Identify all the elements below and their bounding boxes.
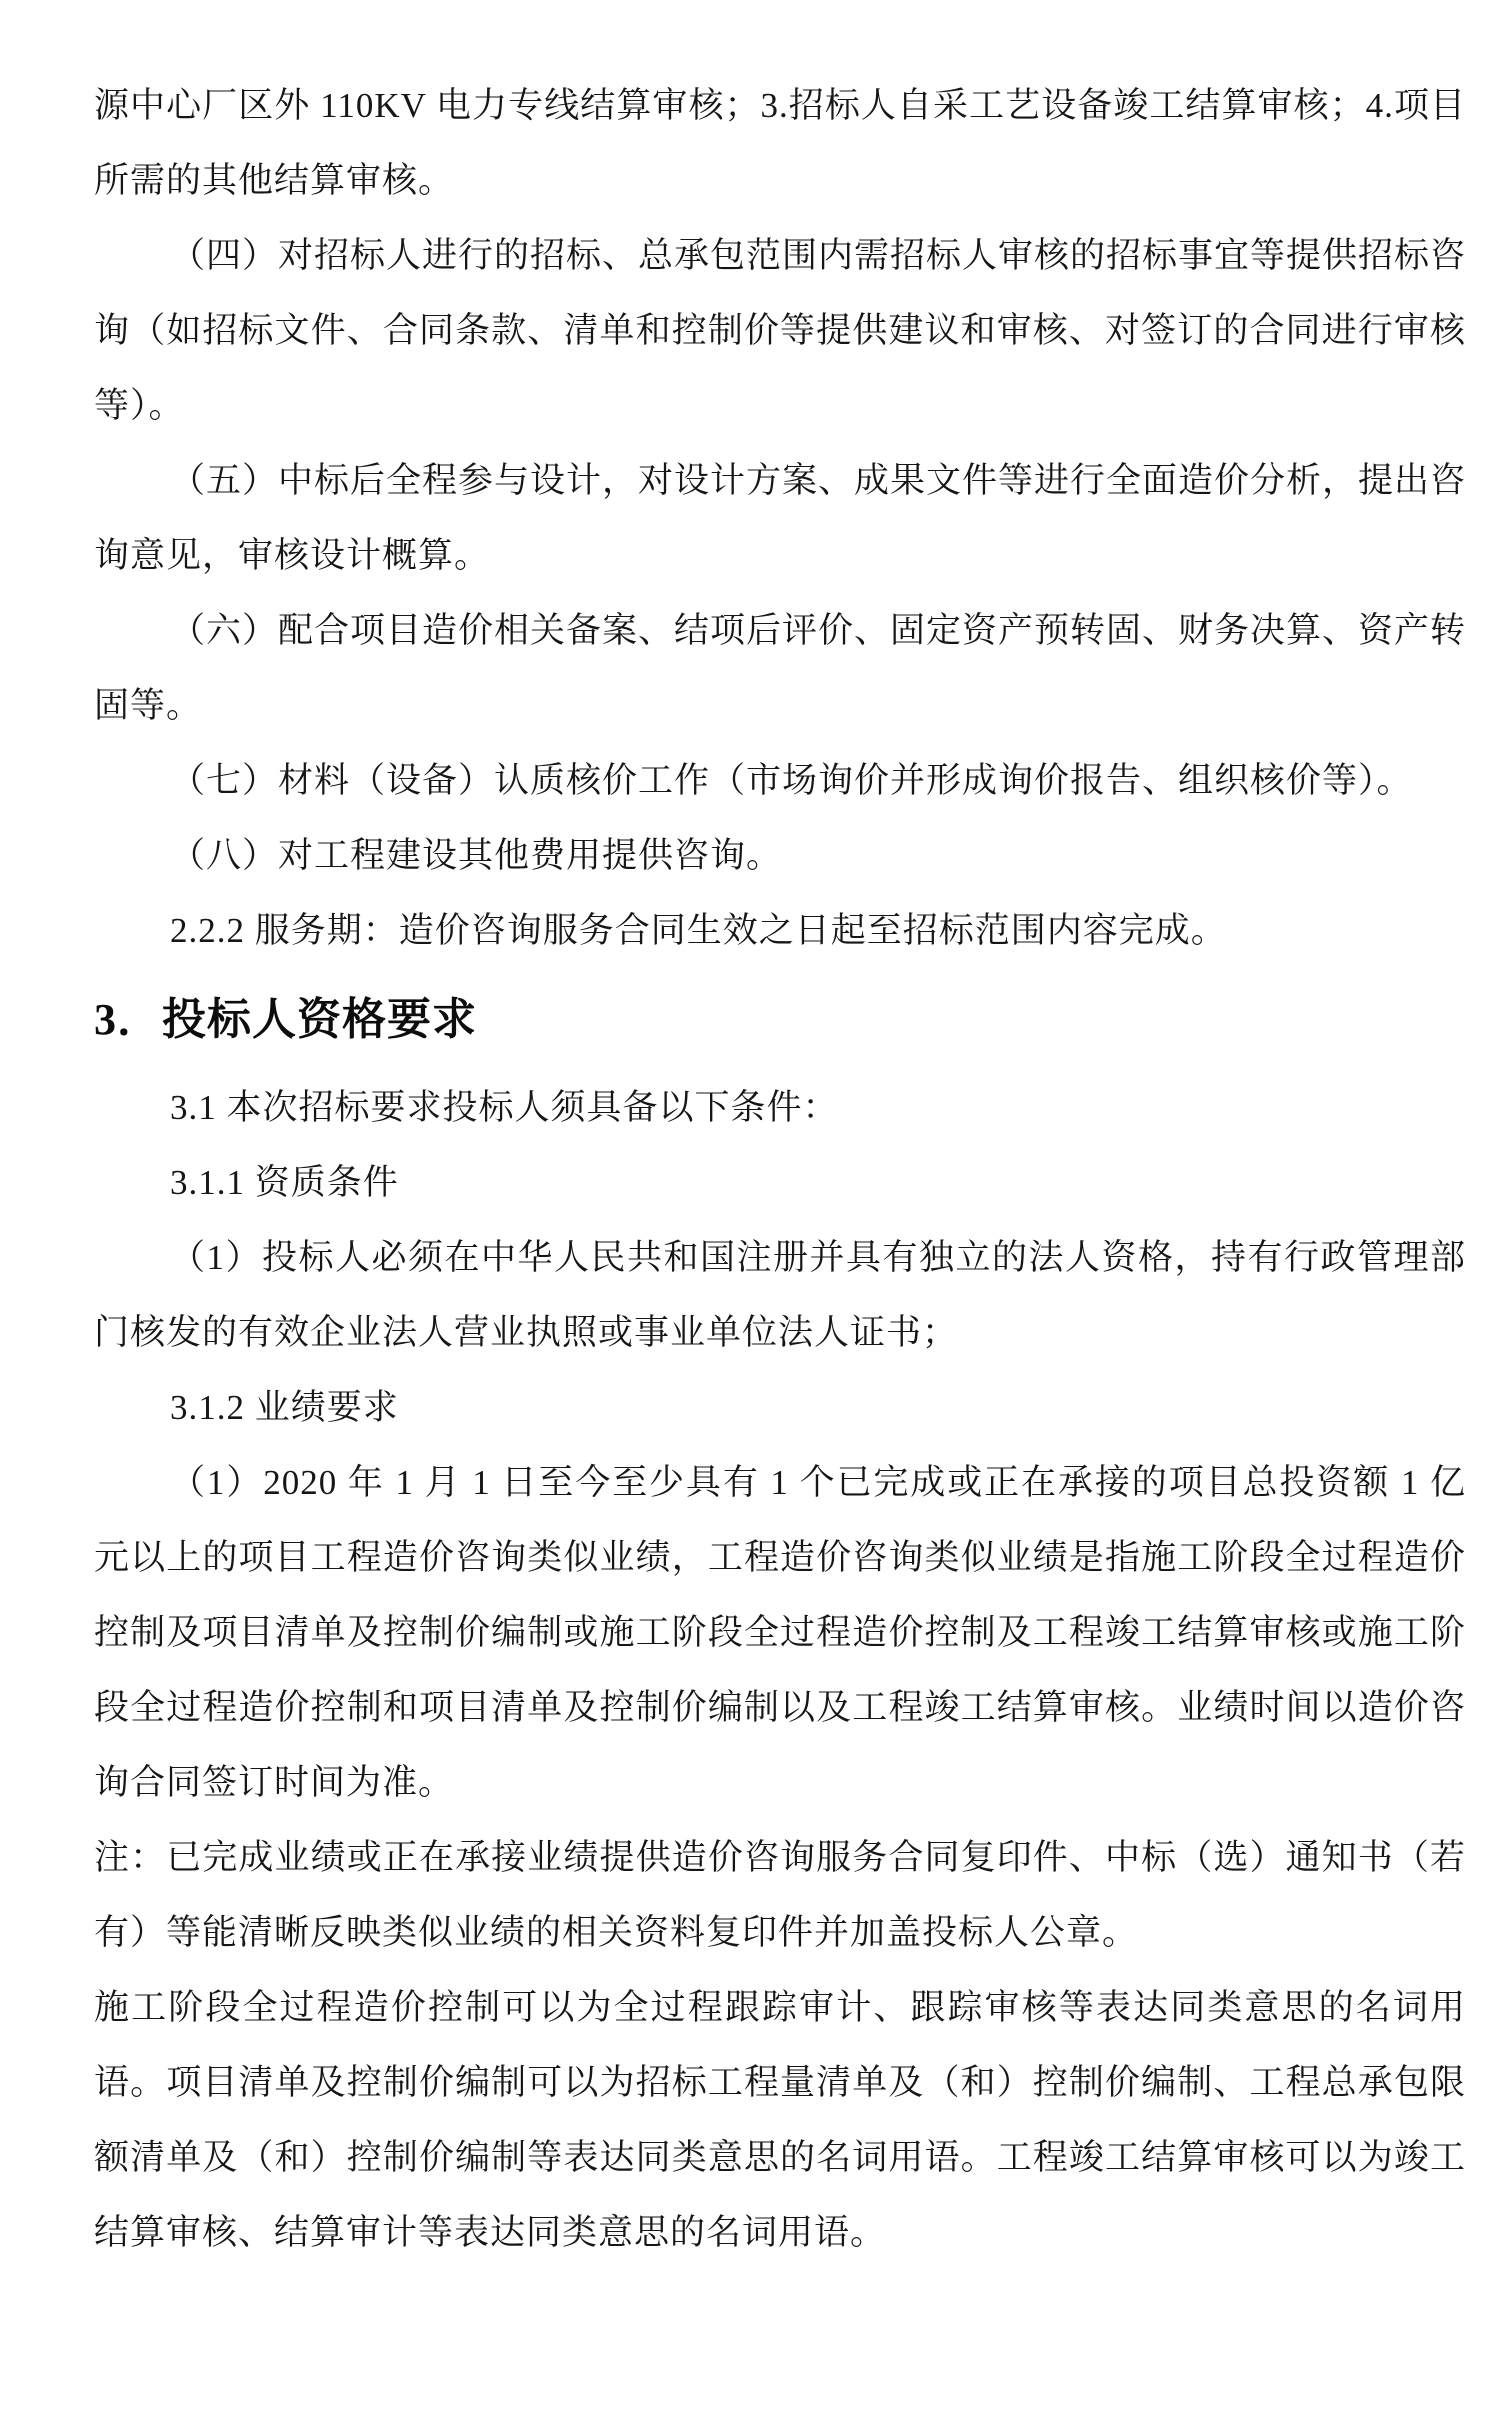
paragraph-clause-3-1-1: 3.1.1 资质条件 (170, 1163, 399, 1202)
section-heading-3: 3．投标人资格要求 (94, 995, 477, 1044)
paragraph-item-5: （五）中标后全程参与设计，对设计方案、成果文件等进行全面造价分析，提出咨询意见，审核设计概算。 (94, 461, 1467, 575)
paragraph-clause-2-2-2: 2.2.2 服务期：造价咨询服务合同生效之日起至招标范围内容完成。 (170, 911, 1227, 950)
paragraph-note: 注：已完成业绩或正在承接业绩提供造价咨询服务合同复印件、中标（选）通知书（若有）等能清晰反映类似业绩的相关资料复印件并加盖投标人公章。 (94, 1838, 1466, 1952)
paragraph-item-8: （八）对工程建设其他费用提供咨询。 (170, 836, 783, 875)
paragraph-clause-3-1: 3.1 本次招标要求投标人须具备以下条件： (170, 1088, 839, 1127)
paragraph-item-6: （六）配合项目造价相关备案、结项后评价、固定资产预转固、财务决算、资产转固等。 (94, 611, 1467, 725)
paragraph-item-7: （七）材料（设备）认质核价工作（市场询价并形成询价报告、组织核价等）。 (170, 761, 1413, 800)
paragraph-continuation: 源中心厂区外 110KV 电力专线结算审核；3.招标人自采工艺设备竣工结算审核；4.项目所需的其他结算审核。 (94, 86, 1466, 200)
paragraph-item-4: （四）对招标人进行的招标、总承包范围内需招标人审核的招标事宜等提供招标咨询（如招标文件、合同条款、清单和控制价等提供建议和审核、对签订的合同进行审核等）。 (94, 236, 1467, 425)
paragraph-terminology-note: 施工阶段全过程造价控制可以为全过程跟踪审计、跟踪审核等表达同类意思的名词用语。项目清单及控制价编制可以为招标工程量清单及（和）控制价编制、工程总承包限额清单及（和）控制价编制等表达同类意思的名词用语。工程竣工结算审核可以为竣工结算审核、结算审计等表达同类意思的名词用语。 (94, 1988, 1466, 2252)
paragraph-performance-1: （1）2020 年 1 月 1 日至今至少具有 1 个已完成或正在承接的项目总投资额 1 亿元以上的项目工程造价咨询类似业绩，工程造价咨询类似业绩是指施工阶段全过程造价控制及项目清单及控制价编制或施工阶段全过程造价控制及工程竣工结算审核或施工阶段全过程造价控制和项目清单及控制价编制以及工程竣工结算审核。业绩时间以造价咨询合同签订时间为准。 (94, 1463, 1466, 1802)
paragraph-clause-3-1-2: 3.1.2 业绩要求 (170, 1388, 399, 1427)
paragraph-qualification-1: （1）投标人必须在中华人民共和国注册并具有独立的法人资格，持有行政管理部门核发的有效企业法人营业执照或事业单位法人证书； (94, 1238, 1466, 1352)
